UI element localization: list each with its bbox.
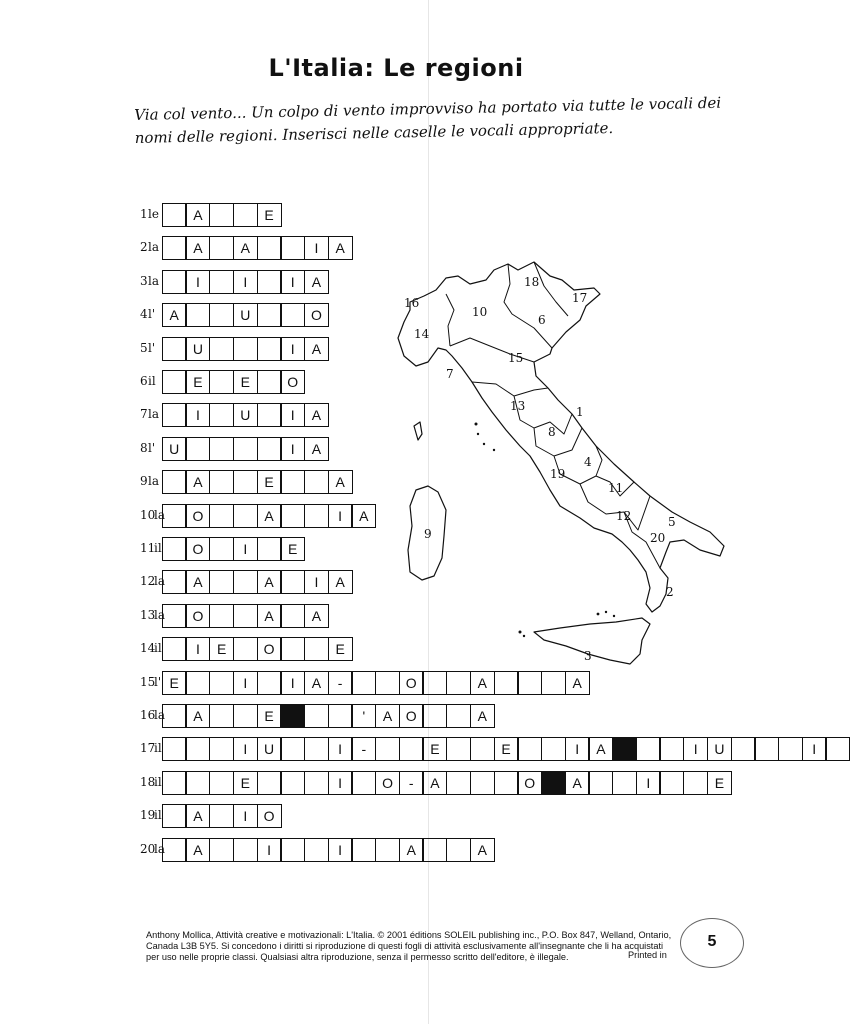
letter-box[interactable]: E xyxy=(257,203,282,227)
letter-box[interactable]: I xyxy=(565,737,590,761)
letter-box[interactable]: A xyxy=(588,737,613,761)
letter-box[interactable] xyxy=(399,737,424,761)
letter-box[interactable]: A xyxy=(185,203,210,227)
letter-box[interactable] xyxy=(209,203,234,227)
letter-box[interactable] xyxy=(683,771,708,795)
map-label-14: 14 xyxy=(414,327,430,341)
letter-box[interactable]: I xyxy=(185,270,210,294)
letter-box[interactable]: E xyxy=(162,671,187,695)
row-article: la xyxy=(148,273,159,288)
letter-box[interactable]: A xyxy=(375,704,400,728)
letter-box[interactable] xyxy=(351,838,376,862)
letter-box[interactable]: A xyxy=(304,671,329,695)
row-article: il xyxy=(154,641,162,656)
instructions-text: Via col vento... Un colpo di vento improvviso ha portato via tutte le vocali dei nomi delle regioni. Inserisci nelle caselle le vocali appropriate. xyxy=(134,93,722,147)
letter-box[interactable]: A xyxy=(328,570,353,594)
letter-box[interactable] xyxy=(162,804,187,828)
row-number: 20 xyxy=(140,841,156,856)
letter-box[interactable] xyxy=(422,838,447,862)
copyright-footer: Anthony Mollica, Attività creative e motivazionali: L'Italia. © 2001 éditions SOLEIL publishing inc., P.O. Box 847, Welland, Ontario, Canada L3B 5Y5. Si concedono i diritti si riproduzione di questi fogli di attività esclusivamente all'insegnante che li ha acquistati per uso nelle proprie classi. Qualsiasi altra riproduzione, senza il permesso scritto dell'editore, è illegale. xyxy=(146,930,672,962)
letter-box[interactable]: A xyxy=(185,570,210,594)
letter-box[interactable] xyxy=(209,804,234,828)
letter-box[interactable] xyxy=(185,737,210,761)
row-article: l' xyxy=(148,440,156,455)
letter-box[interactable] xyxy=(731,737,756,761)
letter-box[interactable]: E xyxy=(209,637,234,661)
map-label-1: 1 xyxy=(576,405,584,419)
letter-box[interactable]: I xyxy=(328,737,353,761)
letter-box[interactable] xyxy=(280,504,305,528)
letter-box[interactable] xyxy=(375,838,400,862)
letter-box[interactable]: A xyxy=(185,838,210,862)
letter-boxes xyxy=(163,303,329,327)
letter-box[interactable]: I xyxy=(233,537,258,561)
row-number: 17 xyxy=(140,741,156,756)
letter-box[interactable]: I xyxy=(683,737,708,761)
letter-box[interactable] xyxy=(185,671,210,695)
letter-box[interactable] xyxy=(209,704,234,728)
letter-box[interactable] xyxy=(233,470,258,494)
letter-box[interactable]: A xyxy=(257,570,282,594)
letter-box[interactable] xyxy=(233,604,258,628)
letter-box[interactable] xyxy=(257,236,282,260)
letter-box[interactable]: I xyxy=(280,671,305,695)
row-article: il xyxy=(154,808,162,823)
letter-box[interactable] xyxy=(351,671,376,695)
letter-box[interactable] xyxy=(209,504,234,528)
letter-box[interactable] xyxy=(209,236,234,260)
letter-box[interactable]: U xyxy=(707,737,732,761)
letter-boxes xyxy=(163,537,305,561)
letter-box[interactable] xyxy=(162,403,187,427)
map-label-7: 7 xyxy=(446,367,454,381)
row-number: 8 xyxy=(140,440,148,455)
letter-boxes xyxy=(163,203,282,227)
letter-box[interactable] xyxy=(636,737,661,761)
row-article: la xyxy=(148,474,159,489)
letter-box[interactable]: O xyxy=(185,504,210,528)
sicily-outline xyxy=(534,618,650,664)
letter-box[interactable] xyxy=(162,203,187,227)
letter-box[interactable] xyxy=(304,470,329,494)
letter-box[interactable] xyxy=(446,704,471,728)
letter-box[interactable] xyxy=(470,737,495,761)
letter-box[interactable] xyxy=(162,604,187,628)
row-number: 19 xyxy=(140,808,156,823)
printed-in-note: Printed in xyxy=(628,950,667,960)
letter-box[interactable] xyxy=(185,437,210,461)
letter-box[interactable]: I xyxy=(328,504,353,528)
letter-boxes xyxy=(163,704,495,728)
letter-box[interactable]: I xyxy=(802,737,827,761)
letter-box[interactable] xyxy=(233,437,258,461)
letter-box[interactable]: A xyxy=(185,804,210,828)
map-label-20: 20 xyxy=(650,531,666,545)
letter-box[interactable] xyxy=(209,303,234,327)
letter-box[interactable]: A xyxy=(257,604,282,628)
letter-boxes xyxy=(163,437,329,461)
letter-box[interactable]: A xyxy=(304,270,329,294)
letter-box[interactable]: - xyxy=(399,771,424,795)
letter-box[interactable]: E xyxy=(422,737,447,761)
letter-box[interactable]: U xyxy=(185,337,210,361)
letter-box[interactable]: E xyxy=(494,737,519,761)
letter-box[interactable] xyxy=(257,270,282,294)
letter-box[interactable]: I xyxy=(233,737,258,761)
row-number: 18 xyxy=(140,774,156,789)
letter-boxes xyxy=(163,771,732,795)
letter-box[interactable]: O xyxy=(257,804,282,828)
letter-box[interactable] xyxy=(162,504,187,528)
letter-box[interactable] xyxy=(185,303,210,327)
letter-box[interactable] xyxy=(446,671,471,695)
map-label-13: 13 xyxy=(510,399,526,413)
row-number: 9 xyxy=(140,474,148,489)
letter-boxes xyxy=(163,370,305,394)
letter-box[interactable] xyxy=(304,504,329,528)
letter-box[interactable] xyxy=(446,771,471,795)
letter-boxes xyxy=(163,270,329,294)
row-number: 5 xyxy=(140,340,148,355)
letter-box[interactable] xyxy=(209,437,234,461)
letter-box[interactable] xyxy=(162,704,187,728)
letter-box[interactable] xyxy=(446,737,471,761)
letter-box[interactable]: I xyxy=(636,771,661,795)
letter-box[interactable]: O xyxy=(185,604,210,628)
letter-box[interactable]: A xyxy=(304,604,329,628)
letter-box[interactable]: I xyxy=(185,637,210,661)
letter-box[interactable] xyxy=(304,838,329,862)
letter-box[interactable]: O xyxy=(304,303,329,327)
letter-box[interactable] xyxy=(375,737,400,761)
letter-box[interactable]: I xyxy=(304,570,329,594)
letter-box[interactable] xyxy=(280,838,305,862)
letter-boxes xyxy=(163,470,353,494)
letter-box[interactable]: A xyxy=(470,671,495,695)
letter-box[interactable] xyxy=(233,570,258,594)
row-article: la xyxy=(148,407,159,422)
letter-box[interactable]: I xyxy=(257,838,282,862)
island-dots xyxy=(475,423,616,638)
row-article: l' xyxy=(148,340,156,355)
row-number: 10 xyxy=(140,507,156,522)
letter-box[interactable] xyxy=(375,671,400,695)
letter-box[interactable]: O xyxy=(399,671,424,695)
letter-box[interactable] xyxy=(185,771,210,795)
letter-box[interactable]: - xyxy=(351,737,376,761)
letter-box[interactable] xyxy=(233,337,258,361)
row-article: il xyxy=(154,774,162,789)
letter-box[interactable] xyxy=(162,537,187,561)
letter-box[interactable]: ' xyxy=(351,704,376,728)
letter-box[interactable] xyxy=(257,671,282,695)
blank-black-box[interactable] xyxy=(280,704,305,728)
letter-box[interactable] xyxy=(778,737,803,761)
letter-box[interactable] xyxy=(280,303,305,327)
letter-box[interactable]: A xyxy=(304,337,329,361)
letter-box[interactable]: A xyxy=(351,504,376,528)
row-article: il xyxy=(154,741,162,756)
letter-box[interactable] xyxy=(517,671,542,695)
map-label-12: 12 xyxy=(616,509,632,523)
letter-boxes xyxy=(163,236,353,260)
letter-boxes xyxy=(163,737,850,761)
letter-box[interactable] xyxy=(328,704,353,728)
letter-box[interactable] xyxy=(446,838,471,862)
letter-box[interactable]: I xyxy=(280,437,305,461)
letter-box[interactable] xyxy=(304,771,329,795)
letter-box[interactable] xyxy=(209,604,234,628)
letter-box[interactable] xyxy=(209,337,234,361)
map-label-2: 2 xyxy=(666,585,674,599)
letter-box[interactable] xyxy=(162,570,187,594)
letter-box[interactable] xyxy=(280,570,305,594)
letter-box[interactable]: O xyxy=(399,704,424,728)
row-number: 6 xyxy=(140,374,148,388)
row-number: 14 xyxy=(140,641,156,656)
letter-box[interactable] xyxy=(280,236,305,260)
map-label-17: 17 xyxy=(572,291,588,305)
letter-box[interactable] xyxy=(209,270,234,294)
letter-box[interactable]: I xyxy=(280,403,305,427)
letter-boxes xyxy=(163,637,353,661)
letter-box[interactable] xyxy=(754,737,779,761)
letter-box[interactable]: I xyxy=(233,671,258,695)
letter-box[interactable]: E xyxy=(257,470,282,494)
letter-box[interactable]: A xyxy=(162,303,187,327)
row-article: la xyxy=(154,708,165,722)
map-label-3: 3 xyxy=(584,649,592,663)
map-label-11: 11 xyxy=(608,481,624,495)
row-number: 16 xyxy=(140,708,156,722)
letter-box[interactable] xyxy=(422,704,447,728)
map-label-19: 19 xyxy=(550,467,566,481)
letter-box[interactable]: O xyxy=(185,537,210,561)
letter-box[interactable] xyxy=(162,470,187,494)
row-number: 7 xyxy=(140,407,148,422)
letter-box[interactable] xyxy=(517,737,542,761)
letter-box[interactable] xyxy=(162,838,187,862)
blank-black-box[interactable] xyxy=(612,737,637,761)
letter-box[interactable]: A xyxy=(328,470,353,494)
row-article: la xyxy=(154,841,165,856)
letter-box[interactable] xyxy=(304,704,329,728)
letter-boxes xyxy=(163,570,353,594)
letter-box[interactable]: I xyxy=(185,403,210,427)
letter-box[interactable] xyxy=(541,671,566,695)
letter-box[interactable]: O xyxy=(375,771,400,795)
map-region-labels xyxy=(404,275,676,663)
letter-box[interactable] xyxy=(257,337,282,361)
letter-box[interactable] xyxy=(162,270,187,294)
letter-box[interactable]: A xyxy=(470,838,495,862)
letter-box[interactable]: A xyxy=(399,838,424,862)
letter-box[interactable]: A xyxy=(304,403,329,427)
letter-boxes xyxy=(163,671,590,695)
letter-box[interactable]: E xyxy=(707,771,732,795)
letter-box[interactable]: A xyxy=(565,771,590,795)
page-number: 5 xyxy=(680,918,744,968)
row-article: il xyxy=(154,541,162,555)
letter-box[interactable]: O xyxy=(257,637,282,661)
letter-box[interactable] xyxy=(257,370,282,394)
mainland-outline xyxy=(398,262,724,612)
letter-box[interactable]: A xyxy=(185,236,210,260)
letter-box[interactable] xyxy=(280,771,305,795)
letter-box[interactable] xyxy=(233,203,258,227)
row-article: la xyxy=(154,507,165,522)
letter-box[interactable] xyxy=(257,403,282,427)
letter-box[interactable] xyxy=(588,771,613,795)
letter-box[interactable]: A xyxy=(304,437,329,461)
map-label-6: 6 xyxy=(538,313,546,327)
letter-box[interactable]: I xyxy=(233,804,258,828)
letter-box[interactable] xyxy=(209,470,234,494)
letter-box[interactable]: E xyxy=(328,637,353,661)
italy-map xyxy=(384,250,744,670)
letter-box[interactable] xyxy=(233,838,258,862)
letter-box[interactable] xyxy=(233,637,258,661)
letter-box[interactable]: A xyxy=(185,470,210,494)
map-label-5: 5 xyxy=(668,515,676,529)
letter-box[interactable] xyxy=(280,604,305,628)
letter-box[interactable] xyxy=(209,737,234,761)
letter-box[interactable] xyxy=(825,737,850,761)
letter-box[interactable] xyxy=(209,671,234,695)
letter-box[interactable] xyxy=(209,771,234,795)
letter-box[interactable]: E xyxy=(233,370,258,394)
letter-box[interactable]: I xyxy=(328,838,353,862)
row-article: la xyxy=(148,240,159,255)
row-article: la xyxy=(154,607,165,622)
letter-box[interactable] xyxy=(280,637,305,661)
letter-box[interactable]: U xyxy=(257,737,282,761)
row-article: la xyxy=(154,574,165,589)
row-number: 15 xyxy=(140,674,156,689)
letter-box[interactable]: U xyxy=(162,437,187,461)
letter-box[interactable]: A xyxy=(470,704,495,728)
letter-boxes xyxy=(163,504,376,528)
letter-boxes xyxy=(163,838,495,862)
letter-box[interactable] xyxy=(494,771,519,795)
letter-box[interactable]: E xyxy=(257,704,282,728)
letter-boxes xyxy=(163,804,282,828)
letter-box[interactable]: A xyxy=(565,671,590,695)
letter-boxes xyxy=(163,604,329,628)
letter-box[interactable]: U xyxy=(233,303,258,327)
letter-box[interactable]: I xyxy=(233,270,258,294)
letter-box[interactable]: O xyxy=(517,771,542,795)
letter-box[interactable] xyxy=(494,671,519,695)
letter-box[interactable]: E xyxy=(280,537,305,561)
map-label-8: 8 xyxy=(548,425,556,439)
letter-box[interactable]: I xyxy=(280,270,305,294)
letter-box[interactable]: A xyxy=(422,771,447,795)
letter-box[interactable] xyxy=(541,737,566,761)
letter-box[interactable] xyxy=(162,337,187,361)
letter-box[interactable] xyxy=(257,437,282,461)
map-label-16: 16 xyxy=(404,296,420,310)
letter-box[interactable]: I xyxy=(328,771,353,795)
letter-boxes xyxy=(163,403,329,427)
row-number: 11 xyxy=(140,541,156,555)
letter-box[interactable]: U xyxy=(233,403,258,427)
letter-box[interactable] xyxy=(162,370,187,394)
letter-box[interactable]: I xyxy=(280,337,305,361)
letter-box[interactable] xyxy=(162,737,187,761)
letter-box[interactable]: E xyxy=(185,370,210,394)
letter-box[interactable]: A xyxy=(257,504,282,528)
letter-box[interactable] xyxy=(257,771,282,795)
letter-box[interactable] xyxy=(280,470,305,494)
page-title: L'Italia: Le regioni xyxy=(268,54,524,82)
letter-box[interactable] xyxy=(422,671,447,695)
row-number: 2 xyxy=(140,240,148,255)
map-label-15: 15 xyxy=(508,351,524,365)
letter-box[interactable] xyxy=(233,504,258,528)
corsica-outline xyxy=(414,422,422,440)
blank-black-box[interactable] xyxy=(541,771,566,795)
row-number: 13 xyxy=(140,607,156,622)
letter-box[interactable] xyxy=(470,771,495,795)
letter-box[interactable]: A xyxy=(233,236,258,260)
letter-box[interactable]: A xyxy=(328,236,353,260)
map-label-9: 9 xyxy=(424,527,432,541)
letter-box[interactable] xyxy=(209,570,234,594)
row-number: 4 xyxy=(140,307,148,322)
row-article: le xyxy=(148,207,159,221)
letter-box[interactable]: - xyxy=(328,671,353,695)
row-number: 1 xyxy=(140,207,148,221)
letter-box[interactable] xyxy=(162,771,187,795)
letter-box[interactable] xyxy=(659,737,684,761)
letter-box[interactable] xyxy=(209,838,234,862)
letter-box[interactable] xyxy=(257,537,282,561)
map-label-10: 10 xyxy=(472,305,488,319)
letter-box[interactable] xyxy=(612,771,637,795)
letter-box[interactable] xyxy=(280,737,305,761)
map-label-4: 4 xyxy=(584,455,592,469)
letter-box[interactable] xyxy=(257,303,282,327)
row-article: il xyxy=(148,374,156,388)
letter-box[interactable]: I xyxy=(304,236,329,260)
letter-box[interactable] xyxy=(209,403,234,427)
letter-box[interactable]: O xyxy=(280,370,305,394)
letter-box[interactable] xyxy=(209,370,234,394)
map-label-18: 18 xyxy=(524,275,540,289)
letter-box[interactable] xyxy=(162,637,187,661)
letter-box[interactable] xyxy=(304,637,329,661)
letter-box[interactable] xyxy=(162,236,187,260)
row-article: l' xyxy=(154,674,162,689)
letter-box[interactable] xyxy=(304,737,329,761)
row-number: 12 xyxy=(140,574,156,589)
letter-box[interactable]: E xyxy=(233,771,258,795)
letter-box[interactable] xyxy=(233,704,258,728)
row-article: l' xyxy=(148,307,156,322)
letter-box[interactable] xyxy=(209,537,234,561)
letter-box[interactable] xyxy=(351,771,376,795)
letter-boxes xyxy=(163,337,329,361)
letter-box[interactable]: A xyxy=(185,704,210,728)
letter-box[interactable] xyxy=(659,771,684,795)
row-number: 3 xyxy=(140,273,148,288)
